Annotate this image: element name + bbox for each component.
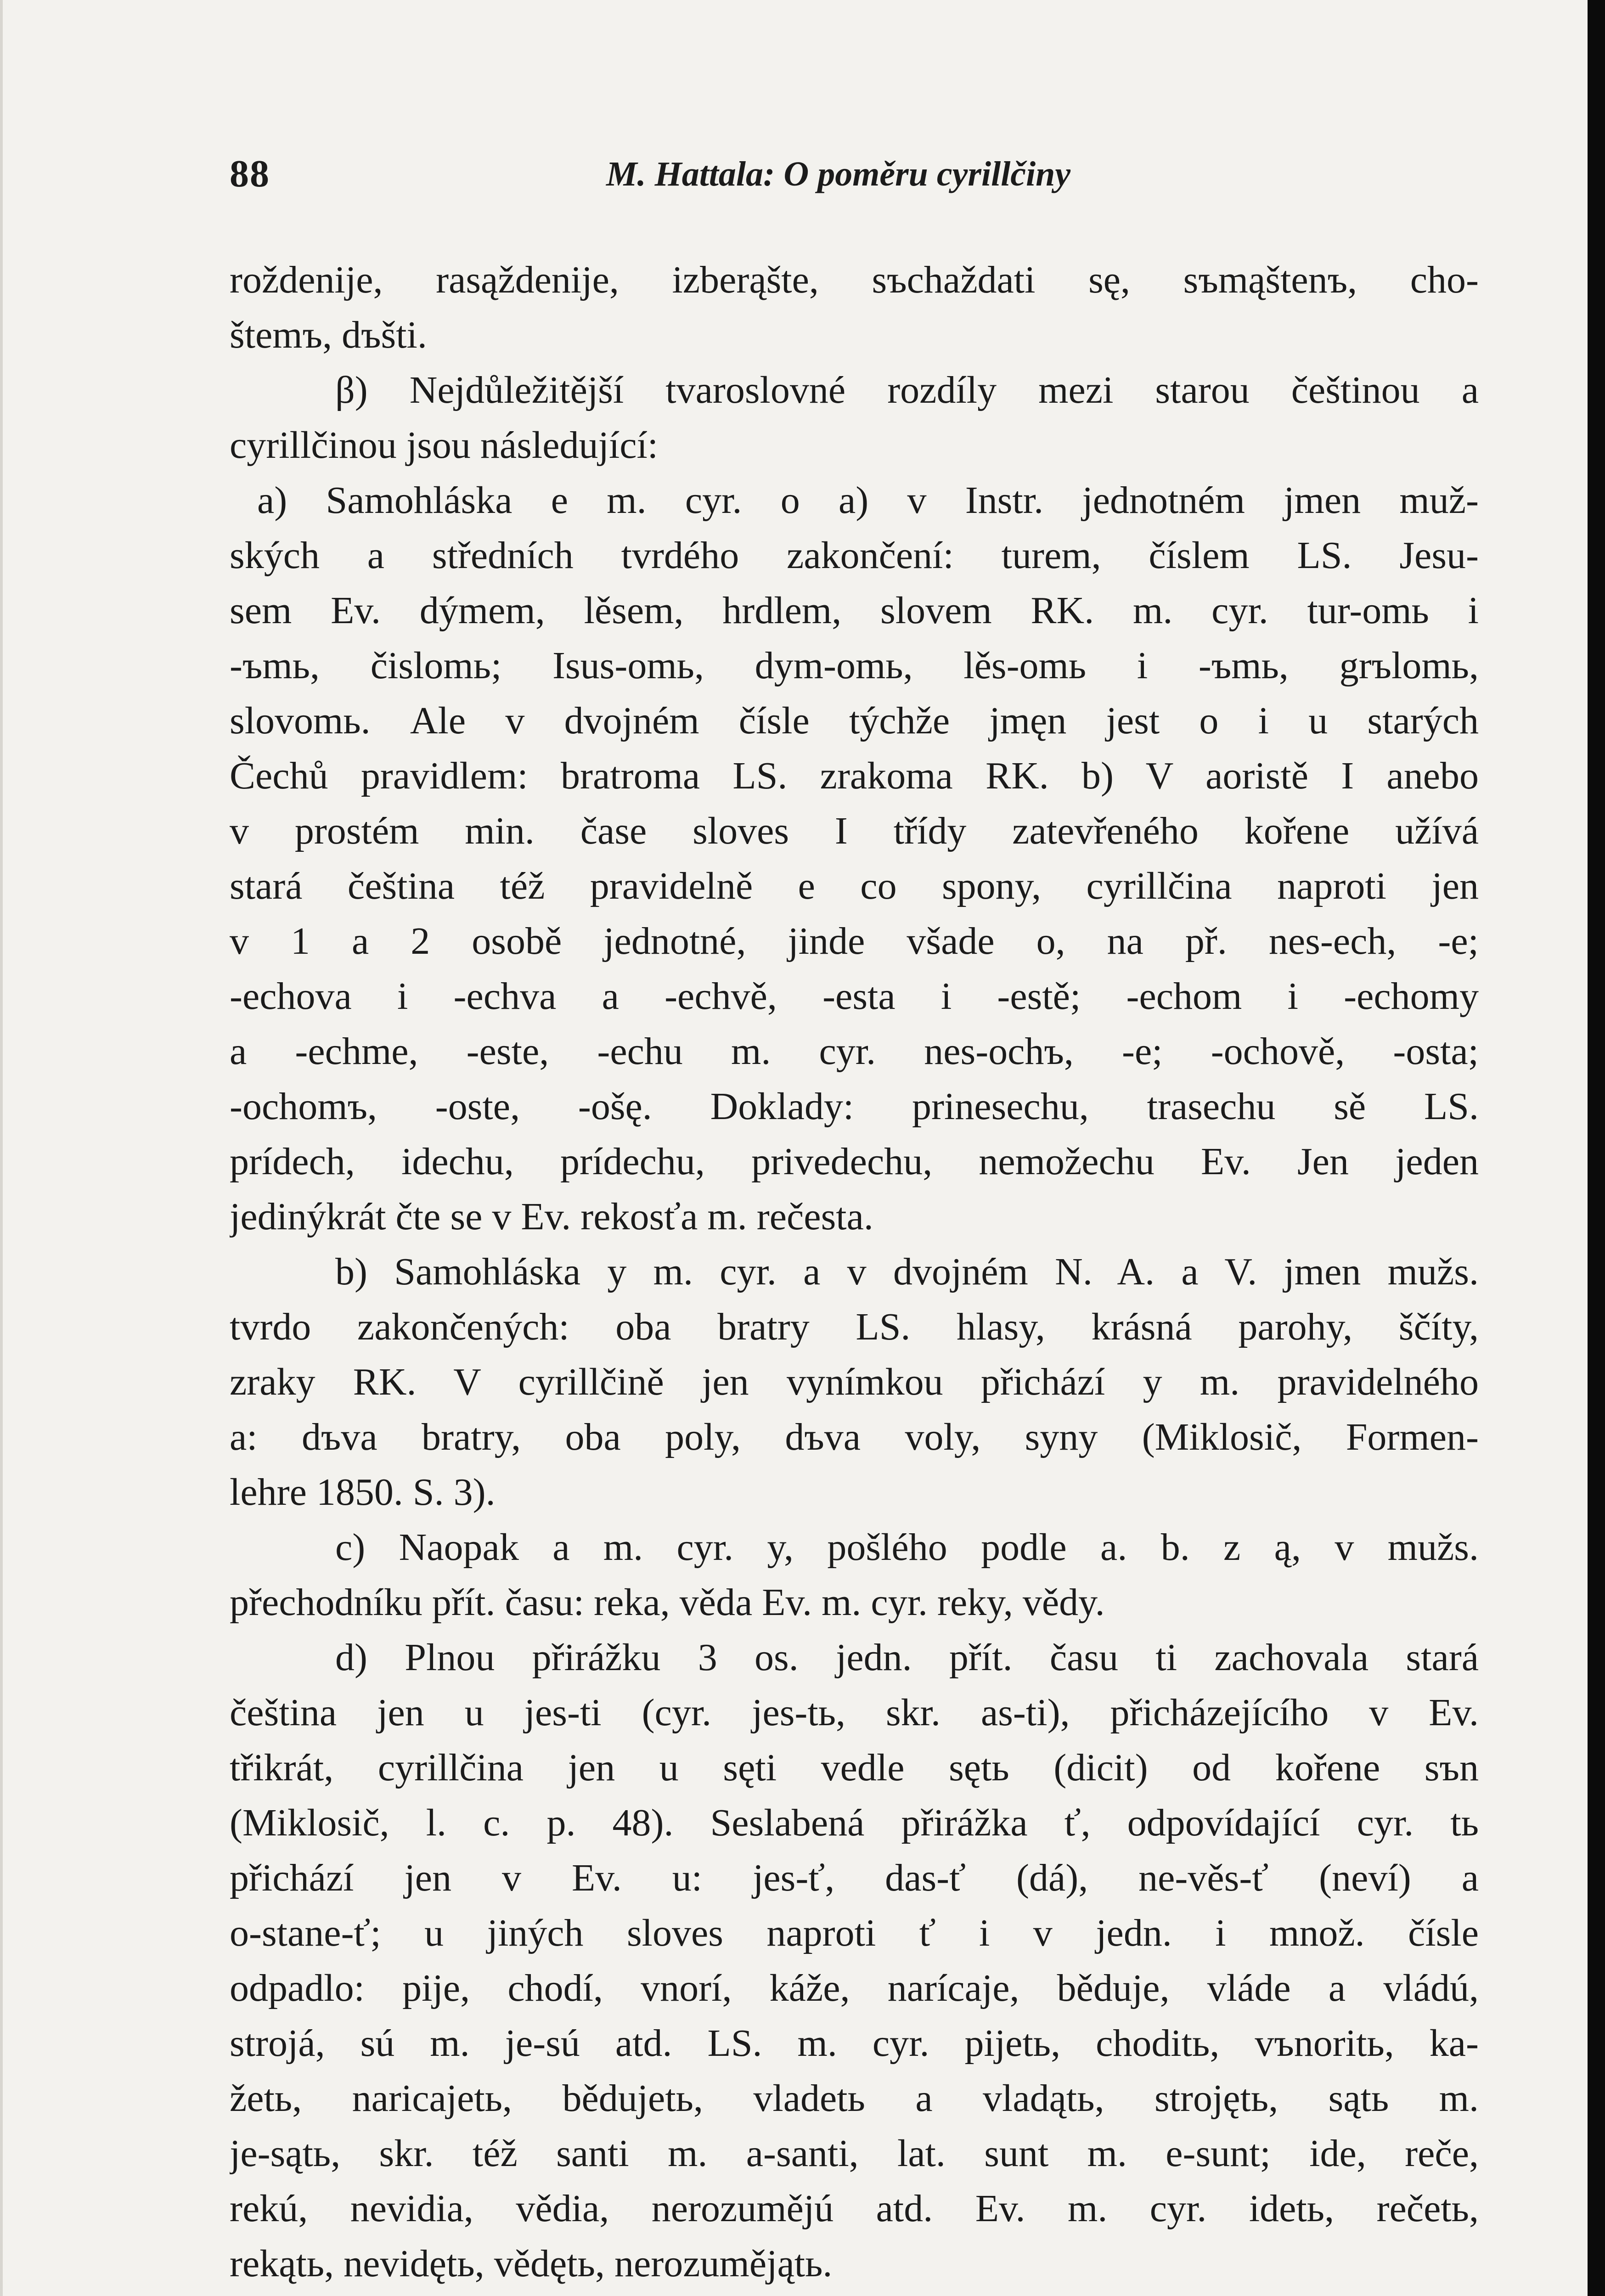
text-line: lehre 1850. S. 3).: [230, 1471, 496, 1514]
text-line: odpadlo: pije, chodí, vnorí, káže, narícaje, běduje, vláde a vládú,: [230, 1967, 1479, 2009]
text-line: prídech, idechu, prídechu, privedechu, nemožechu Ev. Jen jeden: [230, 1140, 1479, 1183]
text-line: je-sątь, skr. též santi m. a-santi, lat. sunt m. e-sunt; ide, reče,: [230, 2132, 1479, 2175]
page-number: 88: [230, 152, 270, 195]
body-text: [230, 253, 1479, 2296]
text-line: žetь, naricajetь, bědujetь, vladetь a vladątь, strojętь, sątь m.: [230, 2077, 1479, 2120]
text-line: jedinýkrát čte se v Ev. rekosťa m. rečesta.: [230, 1195, 873, 1238]
scan-edge-right: [1588, 0, 1605, 2296]
text-line: ských a středních tvrdého zakončení: turem, číslem LS. Jesu-: [230, 534, 1479, 577]
text-line: a -echme, -este, -echu m. cyr. nes-ochъ, -e; -ochově, -osta;: [230, 1030, 1479, 1073]
text-line: roždenije, rasąždenije, izberąšte, sъchaždati sę, sъmąštenъ, cho-: [230, 259, 1479, 301]
text-line: strojá, sú m. je-sú atd. LS. m. cyr. pijetь, choditь, vъnoritь, ka-: [230, 2022, 1479, 2065]
text-line: (Miklosič, l. c. p. 48). Seslabená přirážka ť, odpovídající cyr. tь: [230, 1801, 1479, 1844]
text-line: b) Samohláska y m. cyr. a v dvojném N. A. a V. jmen mužs.: [335, 1250, 1479, 1293]
text-line: v 1 a 2 osobě jednotné, jinde všade o, na př. nes-ech, -e;: [230, 920, 1479, 962]
page-header: [230, 152, 1479, 202]
text-line: c) Naopak a m. cyr. y, pošlého podle a. b. z ą, v mužs.: [335, 1526, 1479, 1569]
text-line: o-stane-ť; u jiných sloves naproti ť i v jedn. i množ. čísle: [230, 1912, 1479, 1954]
text-line: -echova i -echva a -echvě, -esta i -estě; -echom i -echomy: [230, 975, 1479, 1018]
running-head: M. Hattala: O poměru cyrillčiny: [606, 155, 1071, 193]
text-line: -ochomъ, -oste, -ošę. Doklady: prinesechu, trasechu sě LS.: [230, 1085, 1479, 1128]
text-line: cyrillčinou jsou následující:: [230, 424, 659, 467]
text-line: přichází jen v Ev. u: jes-ť, das-ť (dá), ne-věs-ť (neví) a: [230, 1857, 1479, 1899]
text-line: stará čeština též pravidelně e co spony, cyrillčina naproti jen: [230, 865, 1479, 907]
text-line: a: dъva bratry, oba poly, dъva voly, syny (Miklosič, Formen-: [230, 1416, 1479, 1458]
text-line: sem Ev. dýmem, lěsem, hrdlem, slovem RK. m. cyr. tur-omь i: [230, 589, 1479, 632]
text-line: d) Plnou přirážku 3 os. jedn. přít. času ti zachovala stará: [335, 1636, 1479, 1679]
text-line: a) Samohláska e m. cyr. o a) v Instr. jednotném jmen muž-: [257, 479, 1479, 522]
text-line: štemъ, dъšti.: [230, 314, 427, 356]
scan-edge-left: [0, 0, 3, 2296]
text-line: rekú, nevidia, vědia, nerozumějú atd. Ev. m. cyr. idetь, rečetь,: [230, 2187, 1479, 2230]
text-line: tvrdo zakončených: oba bratry LS. hlasy, krásná parohy, ščíty,: [230, 1306, 1479, 1348]
text-line: v prostém min. čase sloves I třídy zatevřeného kořene užívá: [230, 810, 1479, 852]
text-line: slovomь. Ale v dvojném čísle týchže jmęn jest o i u starých: [230, 699, 1479, 742]
text-line: -ъmь, čislomь; Isus-omь, dym-omь, lěs-omь i -ъmь, grъlomь,: [230, 644, 1479, 687]
text-line: Čechů pravidlem: bratroma LS. zrakoma RK. b) V aoristě I anebo: [230, 754, 1479, 797]
text-line: β) Nejdůležitější tvaroslovné rozdíly mezi starou češtinou a: [335, 369, 1479, 411]
text-line: třikrát, cyrillčina jen u sęti vedle sętь (dicit) od kořene sъn: [230, 1746, 1479, 1789]
text-line: [230, 2291, 1479, 2296]
text-line: přechodníku přít. času: reka, věda Ev. m. cyr. reky, vědy.: [230, 1581, 1105, 1624]
text-line: čeština jen u jes-ti (cyr. jes-tь, skr. as-ti), přicházejícího v Ev.: [230, 1691, 1479, 1734]
text-line: rekątь, nevidętь, vědętь, nerozumějątь.: [230, 2242, 833, 2285]
text-line: zraky RK. V cyrillčině jen vynímkou přichází y m. pravidelného: [230, 1361, 1479, 1403]
